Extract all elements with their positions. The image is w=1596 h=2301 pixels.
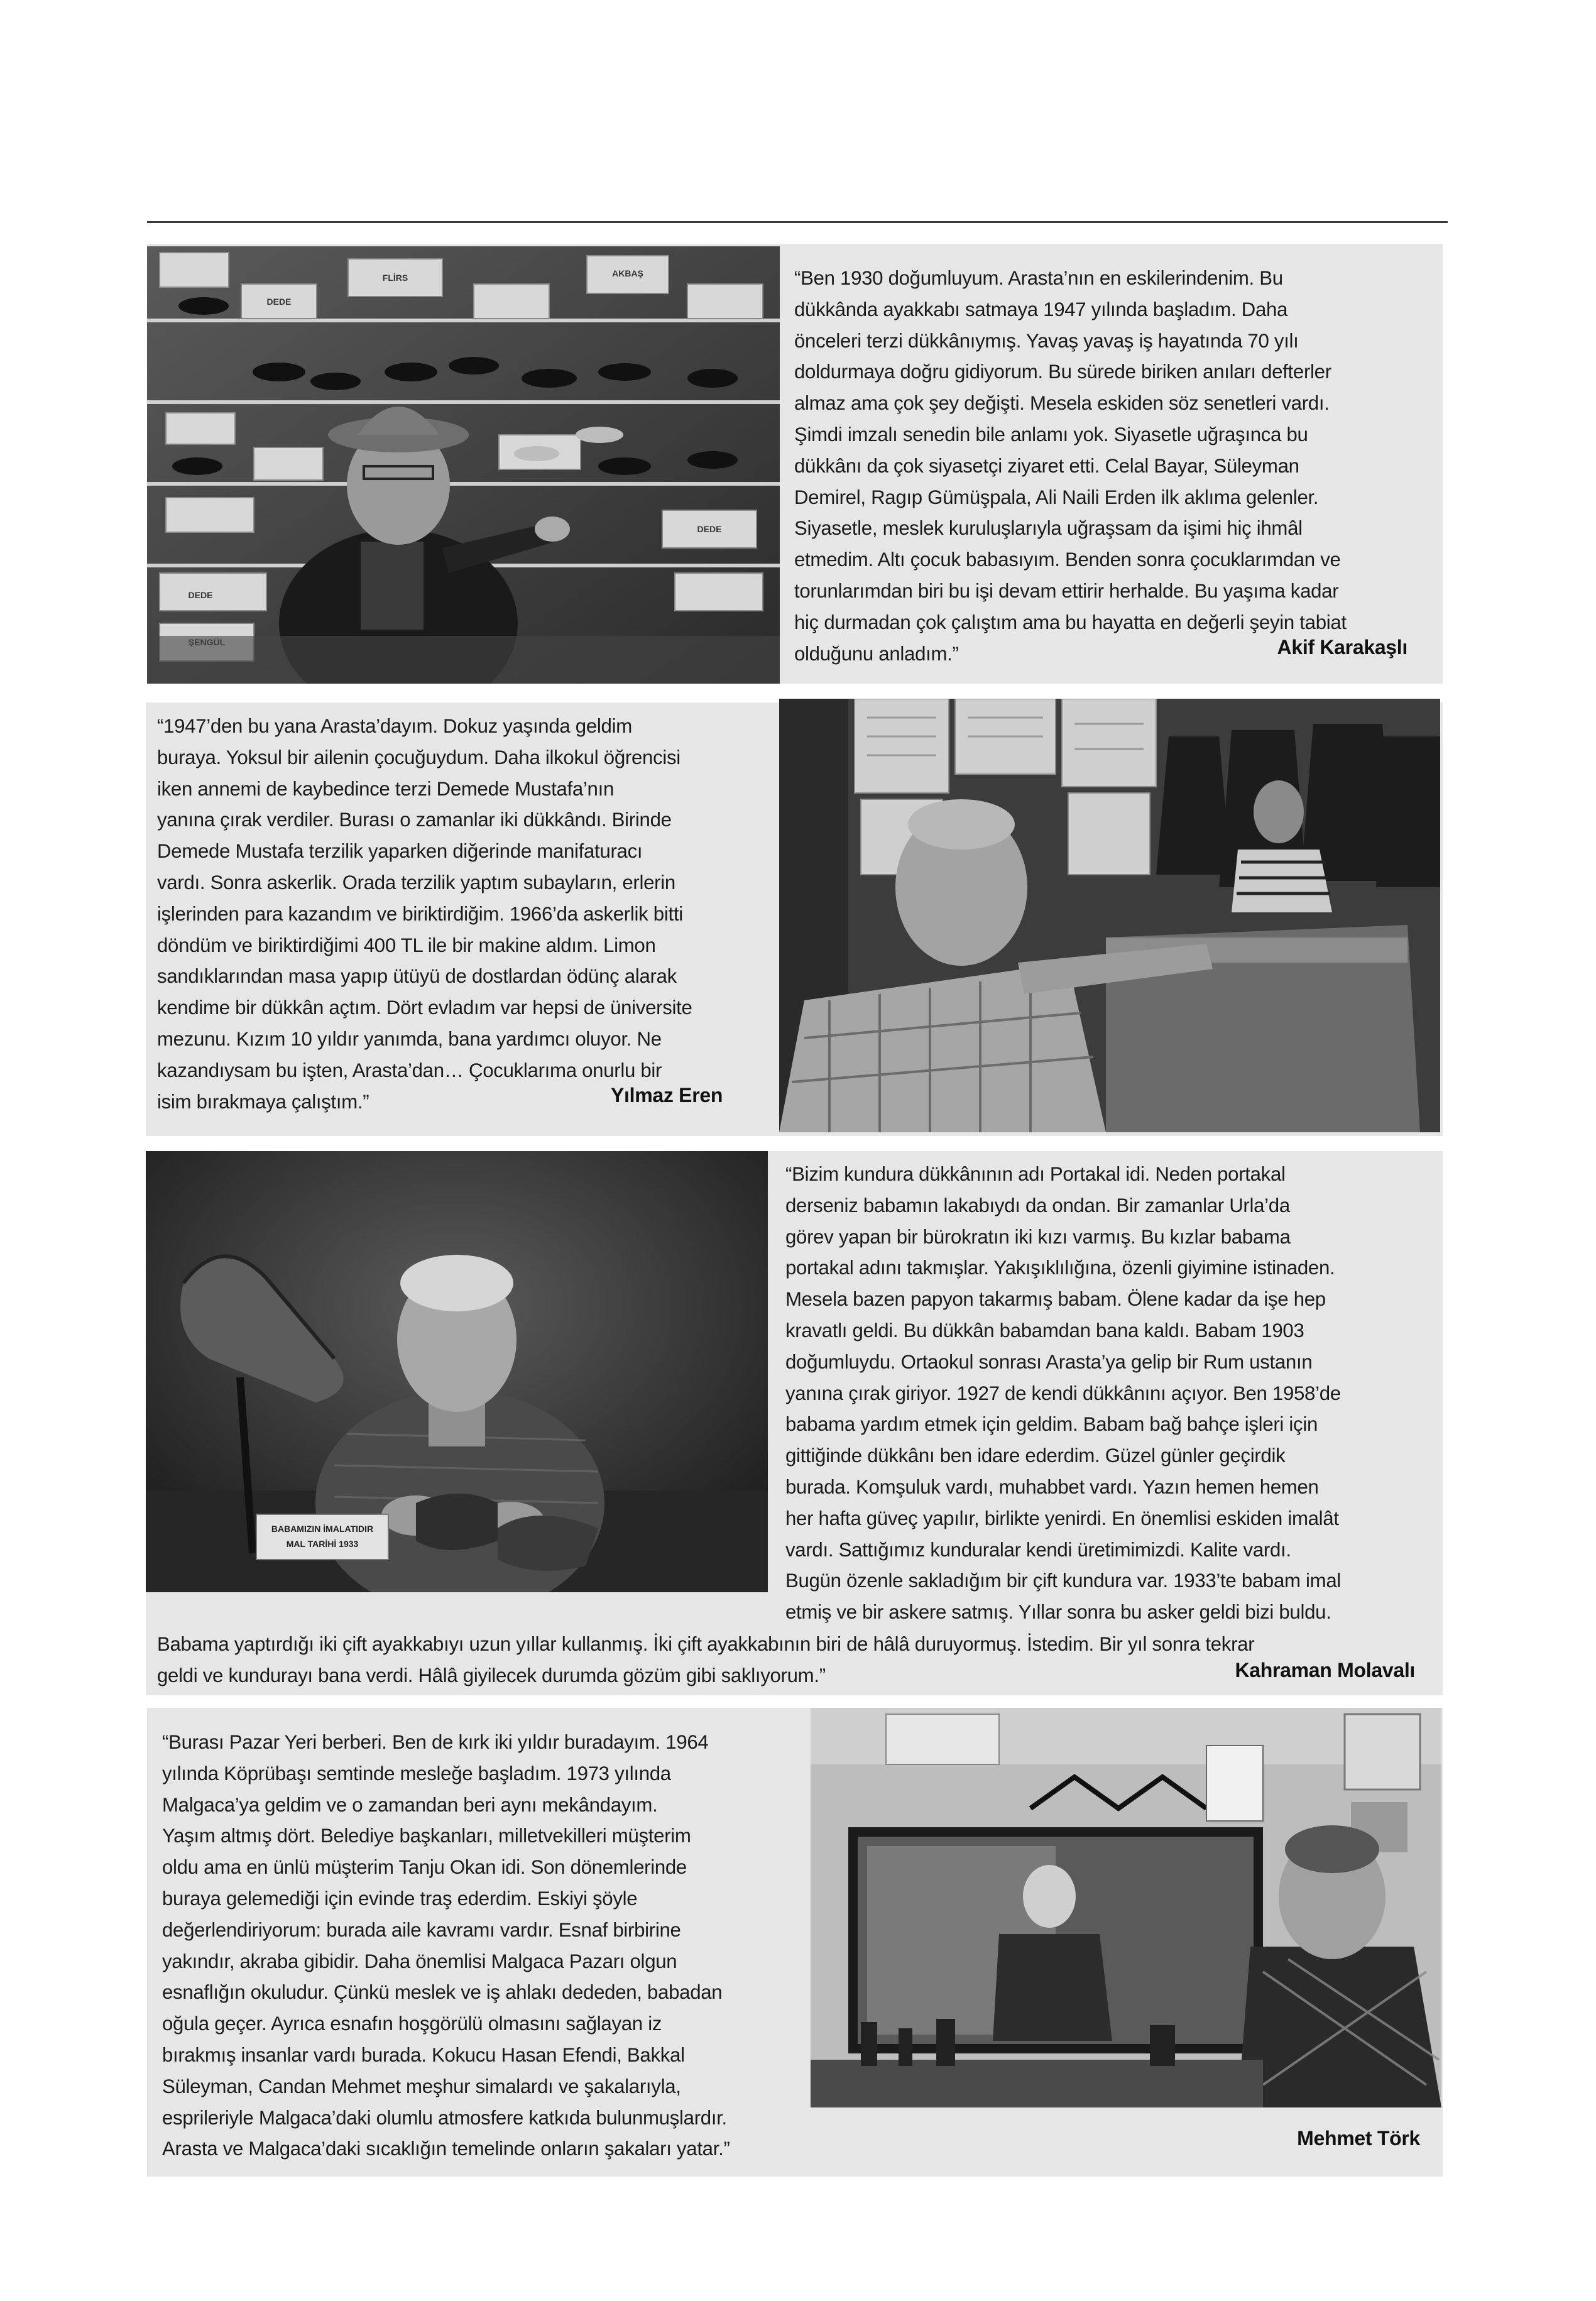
text-line: Arasta ve Malgaca’daki sıcaklığın temelinde onların şakaları yatar.” [162,2138,730,2160]
text-line: isim bırakmaya çalıştım.” [157,1090,369,1113]
signature-kahraman: Kahraman Molavalı [1235,1659,1415,1681]
text-line: döndüm ve biriktirdiğimi 400 TL ile bir makine aldım. Limon [157,934,656,956]
top-rule [147,221,1448,223]
text-line: Demirel, Ragıp Gümüşpala, Ali Naili Erden ilk aklıma gelenler. [794,486,1319,508]
text-line: işlerinden para kazandım ve biriktirdiğim. 1966’da askerlik bitti [157,902,683,925]
text-line: yılında Köprübaşı semtinde mesleğe başladım. 1973 yılında [162,1762,671,1785]
text-line: görev yapan bir bürokratın iki kızı varmış. Bu kızlar babama [785,1225,1291,1248]
text-line: yakındır, akraba gibidir. Daha önemlisi Malgaca Pazarı olgun [162,1950,677,1972]
text-line: Mesela bazen papyon takarmış babam. Ölene kadar da işe hep [785,1288,1326,1311]
text-line: Siyasetle, meslek kuruluşlarıyla uğraşsam da işimi hiç ihmâl [794,517,1303,540]
text-line: yanına çırak giriyor. 1927 de kendi dükkânını açıyor. Ben 1958’de [785,1382,1341,1404]
text-line: kazandıysam bu işten, Arasta’dan… Çocuklarıma onurlu bir [157,1059,662,1081]
text-line: bırakmış insanlar vardı burada. Kokucu Hasan Efendi, Bakkal [162,2043,685,2066]
text-line: “Bizim kundura dükkânının adı Portakal idi. Neden portakal [785,1163,1286,1185]
text-line: Bugün özenle sakladığım bir çift kundura var. 1933’te babam imal [785,1570,1342,1592]
box-label-1: DEDE [266,297,292,307]
box-label-5: DEDE [697,524,722,534]
signature-akif: Akif Karakaşlı [1277,636,1407,659]
story-1-text [794,263,1347,669]
text-line: burada. Komşuluk vardı, muhabbet vardı. Yazın hemen hemen [785,1475,1319,1498]
text-line: esprileriyle Malgaca’daki olumlu atmosfere katkıda bulunmuşlardır. [162,2106,727,2129]
text-line: kravatlı geldi. Bu dükkân babamdan bana kaldı. Babam 1903 [785,1319,1304,1342]
text-line: vardı. Sattığımız kunduralar kendi üretimimizdi. Kalite vardı. [785,1538,1291,1561]
text-line: sandıklarından masa yapıp ütüyü de dostlardan ödünç alarak [157,965,677,988]
text-line: Babama yaptırdığı iki çift ayakkabıyı uzun yıllar kullanmış. İki çift ayakkabının biri de hâlâ duruyormuş. İstedim. Bir yıl sonra tekrar [157,1633,1255,1655]
story-3-text [785,1159,1341,1628]
photo-shoe-seller [147,246,780,684]
text-line: almaz ama çok şey değişti. Mesela eskiden söz senetleri vardı. [794,392,1330,415]
shoe-label-line-2: MAL TARİHİ 1933 [286,1539,359,1549]
text-line: babama yardım etmek için geldim. Babam bağ bahçe işleri için [785,1413,1318,1436]
text-line: portakal adını takmışlar. Yakışıklılığına, özenli giyimine istinaden. [785,1257,1335,1279]
text-line: “1947’den bu yana Arasta’dayım. Dokuz yaşında geldim [157,715,632,737]
text-line: derseniz babamın lakabıydı da ondan. Bir zamanlar Urla’da [785,1194,1290,1216]
signature-yilmaz: Yılmaz Eren [611,1084,723,1107]
text-line: torunlarımdan biri bu işi devam ettirir herhalde. Bu yaşıma kadar [794,579,1339,602]
text-line: oğula geçer. Ayrıca esnafın hoşgörülü olmasını sağlayan iz [162,2013,662,2035]
text-line: dükkânı da çok siyasetçi ziyaret etti. Celal Bayar, Süleyman [794,454,1299,477]
text-line: gittiğinde dükkânı ben idare ederdim. Güzel günler geçirdik [785,1445,1286,1467]
text-line: olduğunu anladım.” [794,642,959,665]
text-line: hiç durmadan çok çalıştım ama bu hayatta en değerli şeyin tabiat [794,611,1347,633]
text-line: mezunu. Kızım 10 yıldır yanımda, bana yardımcı oluyor. Ne [157,1027,662,1050]
photo-cobbler [146,1151,768,1592]
text-line: değerlendiriyorum: burada aile kavramı vardır. Esnaf birbirine [162,1918,681,1941]
text-line: vardı. Sonra askerlik. Orada terzilik yaptım subayların, erlerin [157,871,675,894]
text-line: Demede Mustafa terzilik yaparken diğerinde manifaturacı [157,840,643,863]
text-line: Yaşım altmış dört. Belediye başkanları, milletvekilleri müşterim [162,1825,691,1847]
text-line: “Ben 1930 doğumluyum. Arasta’nın en eskilerindenim. Bu [794,267,1283,289]
story-2-text [157,711,692,1117]
text-line: buraya. Yoksul bir ailenin çocuğuydum. Daha ilkokul öğrencisi [157,746,680,768]
text-line: Malgaca’ya geldim ve o zamandan beri aynı mekândayım. [162,1793,658,1816]
box-label-3: DEDE [188,590,213,600]
text-line: etmedim. Altı çocuk babasıyım. Benden sonra çocuklarımdan ve [794,549,1341,571]
story-4-text [162,1727,730,2165]
text-line: oldu ama en ünlü müşterim Tanju Okan idi. Son dönemlerinde [162,1856,687,1879]
text-line: esnaflığın okuludur. Çünkü meslek ve iş ahlakı dededen, babadan [162,1981,723,2004]
text-line: “Burası Pazar Yeri berberi. Ben de kırk iki yıldır buradayım. 1964 [162,1731,709,1753]
text-line: kendime bir dükkân açtım. Dört evladım var hepsi de üniversite [157,997,692,1019]
shoe-label-line-1: BABAMIZIN İMALATIDIR [271,1524,374,1534]
text-line: dükkânda ayakkabı satmaya 1947 yılında başladım. Daha [794,298,1288,320]
photo-barber [811,1708,1441,2107]
signature-mehmet: Mehmet Törk [1297,2127,1420,2150]
story-3-text-wide [157,1629,1254,1692]
photo-tailor [779,699,1440,1132]
text-line: doğumluydu. Ortaokul sonrası Arasta’ya gelip bir Rum ustanın [785,1350,1313,1373]
text-line: Şimdi imzalı senedin bile anlamı yok. Siyasetle uğraşınca bu [794,423,1308,445]
text-line: doldurmaya doğru gidiyorum. Bu sürede biriken anıları defterler [794,361,1331,383]
text-line: etmiş ve bir askere satmış. Yıllar sonra bu asker geldi bizi buldu. [785,1601,1331,1624]
text-line: geldi ve kundurayı bana verdi. Hâlâ giyilecek durumda gözüm gibi saklıyorum.” [157,1664,826,1686]
text-line: önceleri terzi dükkânıymış. Yavaş yavaş iş hayatında 70 yılı [794,329,1299,352]
box-label-6: AKBAŞ [612,268,643,278]
text-line: yanına çırak verdiler. Burası o zamanlar iki dükkândı. Birinde [157,809,672,831]
text-line: buraya gelemediği için evinde traş ederdim. Eskiyi şöyle [162,1887,638,1910]
text-line: iken annemi de kaybedince terzi Demede Mustafa’nın [157,777,614,800]
box-label-2: FLİRS [382,273,408,283]
text-line: Süleyman, Candan Mehmet meşhur simalardı ve şakalarıyla, [162,2075,681,2097]
text-line: her hafta güveç yapılır, birlikte yenirdi. En önemlisi eskiden imalât [785,1507,1339,1529]
